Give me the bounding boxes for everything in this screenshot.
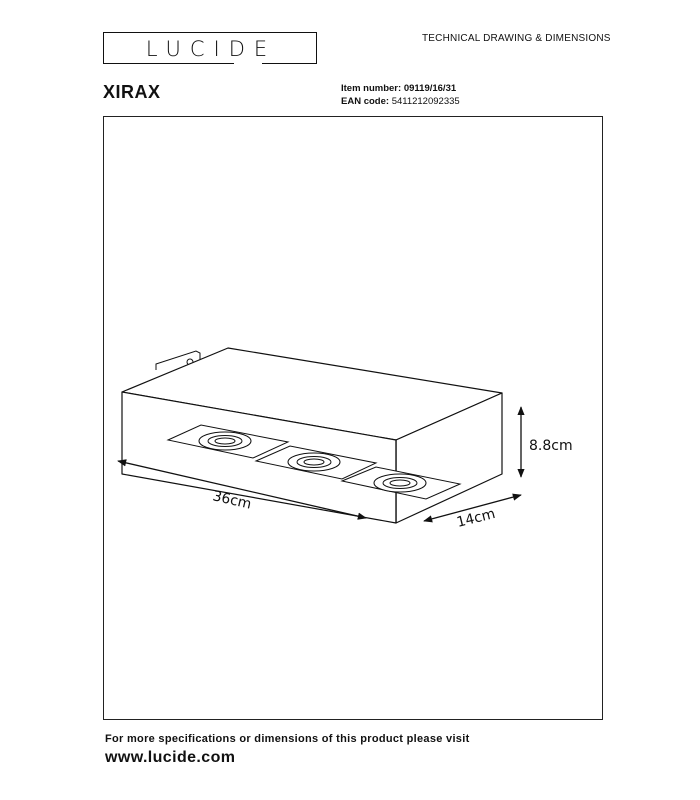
item-number-value: 09119/16/31 [403,83,457,94]
logo-text: LUCIDE [145,37,277,61]
ean-label: EAN code: [341,96,390,107]
item-number-label: Item number: [341,83,402,94]
footer-note: For more specifications or dimensions of this product please visit [105,733,470,745]
length-dimension-label: 36cm [211,488,253,513]
ean-value: 5411212092335 [391,96,460,107]
document-title: TECHNICAL DRAWING & DIMENSIONS [422,33,611,44]
height-dimension-label: 8.8cm [529,438,573,454]
depth-dimension-label: 14cm [455,505,497,531]
website-link[interactable]: www.lucide.com [105,749,236,766]
product-name: XIRAX [103,82,161,102]
